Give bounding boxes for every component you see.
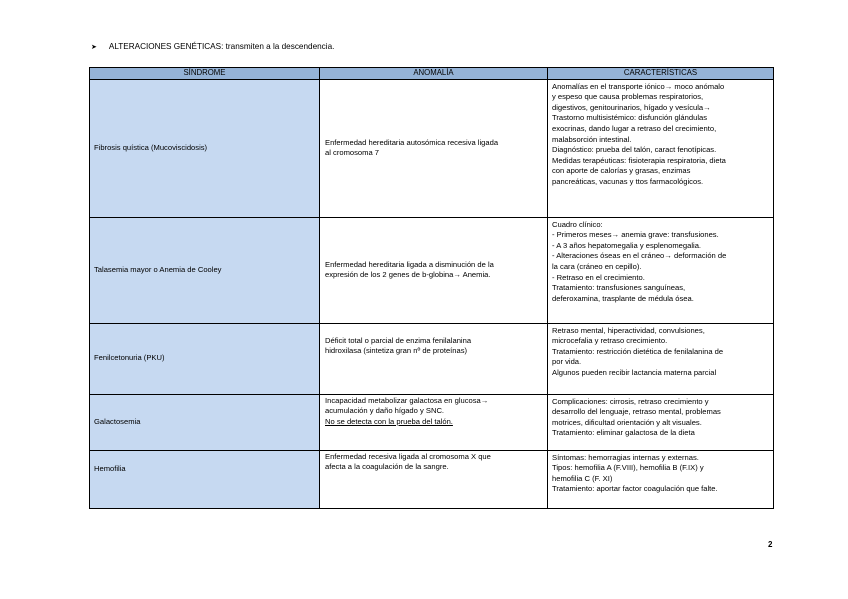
header-syndrome: SÍNDROME — [90, 68, 320, 80]
features-cell: Complicaciones: cirrosis, retraso crecimiento y desarrollo del lenguaje, retraso mental, problemas motrices, dificultad orientación y alt visuales. Tratamiento: eliminar galactosa de la dieta — [548, 394, 774, 450]
syndrome-cell: Fibrosis quística (Mucoviscidosis) — [90, 79, 320, 217]
section-heading — [91, 42, 334, 51]
anomaly-cell: Déficit total o parcial de enzima fenilalanina hidroxilasa (sintetiza gran nº de proteínas) — [320, 323, 548, 394]
syndrome-cell: Fenilcetonuria (PKU) — [90, 323, 320, 394]
section-heading-text: ALTERACIONES GENÉTICAS: transmiten a la descendencia. — [108, 42, 335, 51]
table-row — [90, 323, 774, 394]
anomaly-cell: Enfermedad hereditaria autosómica recesiva ligada al cromosoma 7 — [320, 79, 548, 217]
features-cell: Anomalías en el transporte iónico→ moco anómalo y espeso que causa problemas respiratorios, digestivos, genitourinarios, hígado y vesícula→ Trastorno multisistémico: disfunción glándulas exocrinas, dando lugar a retraso del crecimiento, malabsorción intestinal. Diagnóstico: prueba del talón, caract fenotípicas. Medidas terapéuticas: fisioterapia respiratoria, dieta con aporte de calorías y grasas, enzimas pancreáticas, vacunas y ttos farmacológicos. — [548, 79, 774, 217]
features-cell: Retraso mental, hiperactividad, convulsiones, microcefalia y retraso crecimiento. Tratamiento: restricción dietética de fenilalanina de por vida. Algunos pueden recibir lactancia materna parcial — [548, 323, 774, 394]
table-row — [90, 79, 774, 217]
table-row — [90, 450, 774, 508]
syndrome-cell: Talasemia mayor o Anemia de Cooley — [90, 217, 320, 323]
features-cell: Síntomas: hemorragias internas y externas. Tipos: hemofilia A (F.VIII), hemofilia B (F.IX) y hemofilia C (F. XI) Tratamiento: aportar factor coagulación que falte. — [548, 450, 774, 508]
features-cell: Cuadro clínico: - Primeros meses→ anemia grave: transfusiones. - A 3 años hepatomegalia y esplenomegalia. - Alteraciones óseas en el cráneo→ deformación de la cara (cráneo en cepillo). - Retraso en el crecimiento. Tratamiento: transfusiones sanguíneas, deferoxamina, trasplante de médula ósea. — [548, 217, 774, 323]
table-header-row — [90, 68, 774, 80]
anomaly-cell: Enfermedad hereditaria ligada a disminución de la expresión de los 2 genes de b-globina→ Anemia. — [320, 217, 548, 323]
genetic-disorders-table — [89, 67, 774, 509]
page-number: 2 — [768, 540, 773, 549]
table-row — [90, 217, 774, 323]
header-features: CARACTERÍSTICAS — [548, 68, 774, 80]
anomaly-cell: Incapacidad metabolizar galactosa en glucosa→ acumulación y daño hígado y SNC. No se detecta con la prueba del talón. — [320, 394, 548, 450]
arrow-bullet-icon: ➤ — [91, 43, 97, 51]
syndrome-cell: Hemofilia — [90, 450, 320, 508]
underlined-note: No se detecta con la prueba del talón. — [325, 416, 453, 426]
syndrome-cell: Galactosemia — [90, 394, 320, 450]
table-row — [90, 394, 774, 450]
anomaly-cell: Enfermedad recesiva ligada al cromosoma X que afecta a la coagulación de la sangre. — [320, 450, 548, 508]
header-anomaly: ANOMALÍA — [320, 68, 548, 80]
